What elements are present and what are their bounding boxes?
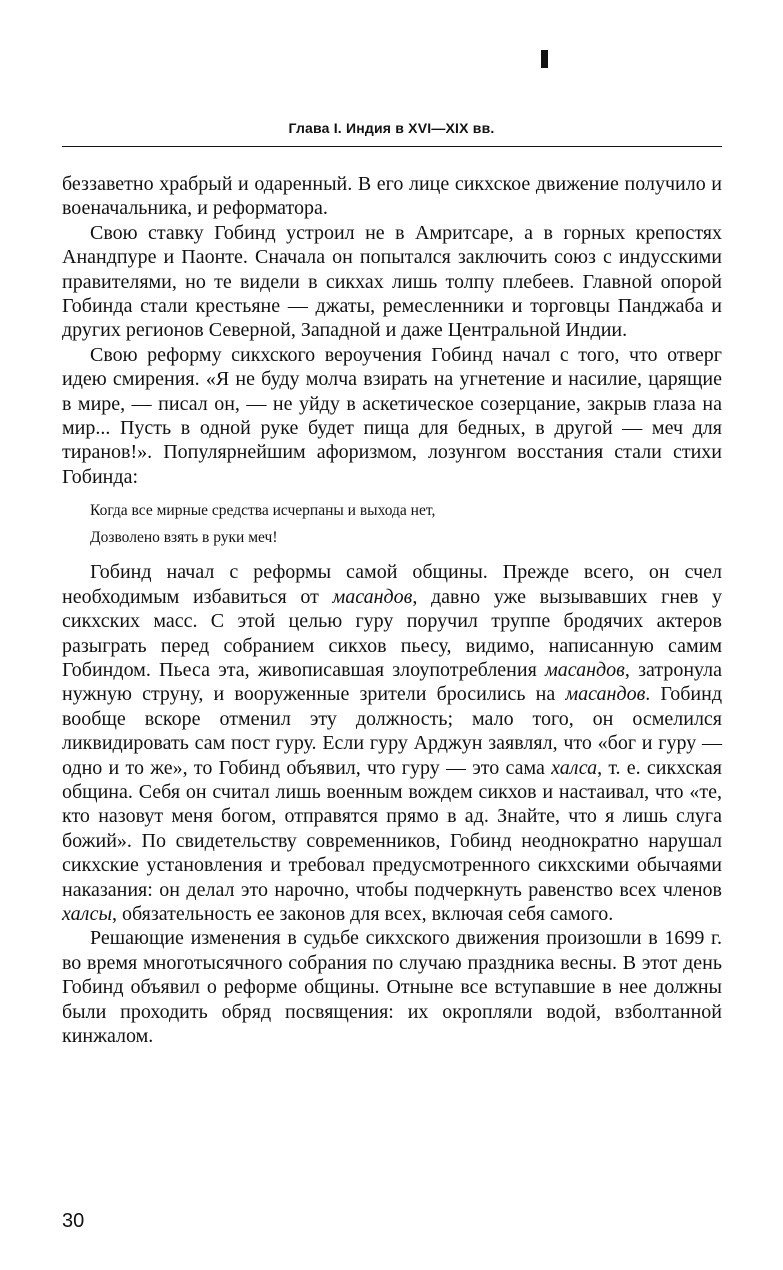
paragraph-4-text-b: , давно уже вызывавших гнев у сикхских масс. С этой целью гуру поручил труппе бродячих актеров разыграть перед собранием сикхов пьесу, видимо, написанную самим Гобиндом. Пьеса эта, живописавшая злоупотребления bbox=[62, 585, 722, 681]
header-rule bbox=[62, 146, 722, 147]
paragraph-4-text-d: . Гобинд вообще вскоре отменил эту должность; мало того, он осмелился ликвидировать сам пост гуру. Если гуру Арджун заявлял, что «бог и гуру — одно и то же», то Гобинд объявил, что гуру — это сама bbox=[62, 683, 722, 779]
paragraph-3: Свою реформу сикхского вероучения Гобинд начал с того, что отверг идею смирения. «Я не буду молча взирать на угнетение и насилие, царящие в мире, — писал он, — не уйду в аскетическое созерцание, закрыв глаза на мир... Пусть в одной руке будет пища для бедных, в другой — меч для тиранов!». Популярнейшим афоризмом, лозунгом восстания стали стихи Гобинда: bbox=[62, 343, 722, 488]
page-number: 30 bbox=[62, 1210, 85, 1232]
paragraph-1: беззаветно храбрый и одаренный. В его лице сикхское движение получило и военачальника, и реформатора. bbox=[62, 173, 722, 220]
paragraph-4 bbox=[62, 560, 722, 926]
term-masandov-2: масандов bbox=[545, 658, 625, 681]
verse-line-2: Дозволено взять в руки меч! bbox=[90, 529, 278, 547]
paragraph-4-text-e: , т. е. сикхская община. Себя он считал лишь военным вождем сикхов и настаивал, что «те, кто назовут меня богом, отправятся прямо в ад. Знайте, что я лишь слуга божий». По свидетельству современников, Гобинд неоднократно нарушал сикхские установления и требовал предусмотренного сикхскими обычаями наказания: он делал это нарочно, чтобы подчеркнуть равенство всех членов bbox=[62, 756, 723, 901]
verse-line-1: Когда все мирные средства исчерпаны и выхода нет, bbox=[90, 502, 436, 520]
term-khalsy: халсы bbox=[62, 902, 112, 925]
paragraph-4-text-c: , затронула нужную струну, и вооруженные зрители бросились на bbox=[62, 658, 722, 706]
paragraph-2: Свою ставку Гобинд устроил не в Амритсаре, а в горных крепостях Анандпуре и Паонте. Сначала он попытался заключить союз с индусскими правителями, но те видели в сикхах лишь толпу плебеев. Главной опорой Гобинда стали крестьяне — джаты, ремесленники и торговцы Панджаба и других регионов Северной, Западной и даже Центральной Индии. bbox=[62, 221, 722, 342]
paragraph-4-text-a: Гобинд начал с реформы самой общины. Прежде всего, он счел необходимым избавиться от bbox=[62, 561, 722, 608]
corner-mark bbox=[541, 50, 548, 68]
paragraph-5: Решающие изменения в судьбе сикхского движения произошли в 1699 г. во время многотысячного собрания по случаю праздника весны. В этот день Гобинд объявил о реформе общины. Отныне все вступавшие в нее должны были проходить обряд посвящения: их окропляли водой, взболтанной кинжалом. bbox=[62, 927, 722, 1047]
term-khalsa: халса bbox=[551, 756, 598, 779]
term-masandov-3: масандов bbox=[565, 683, 646, 706]
term-masandov-1: масандов bbox=[332, 585, 413, 608]
verse-quote bbox=[90, 497, 722, 551]
paragraph-4-text-f: , обязательность ее законов для всех, включая себя самого. bbox=[112, 902, 614, 925]
running-header: Глава I. Индия в XVI—XIX вв. bbox=[288, 120, 495, 136]
body-text bbox=[62, 172, 722, 1048]
